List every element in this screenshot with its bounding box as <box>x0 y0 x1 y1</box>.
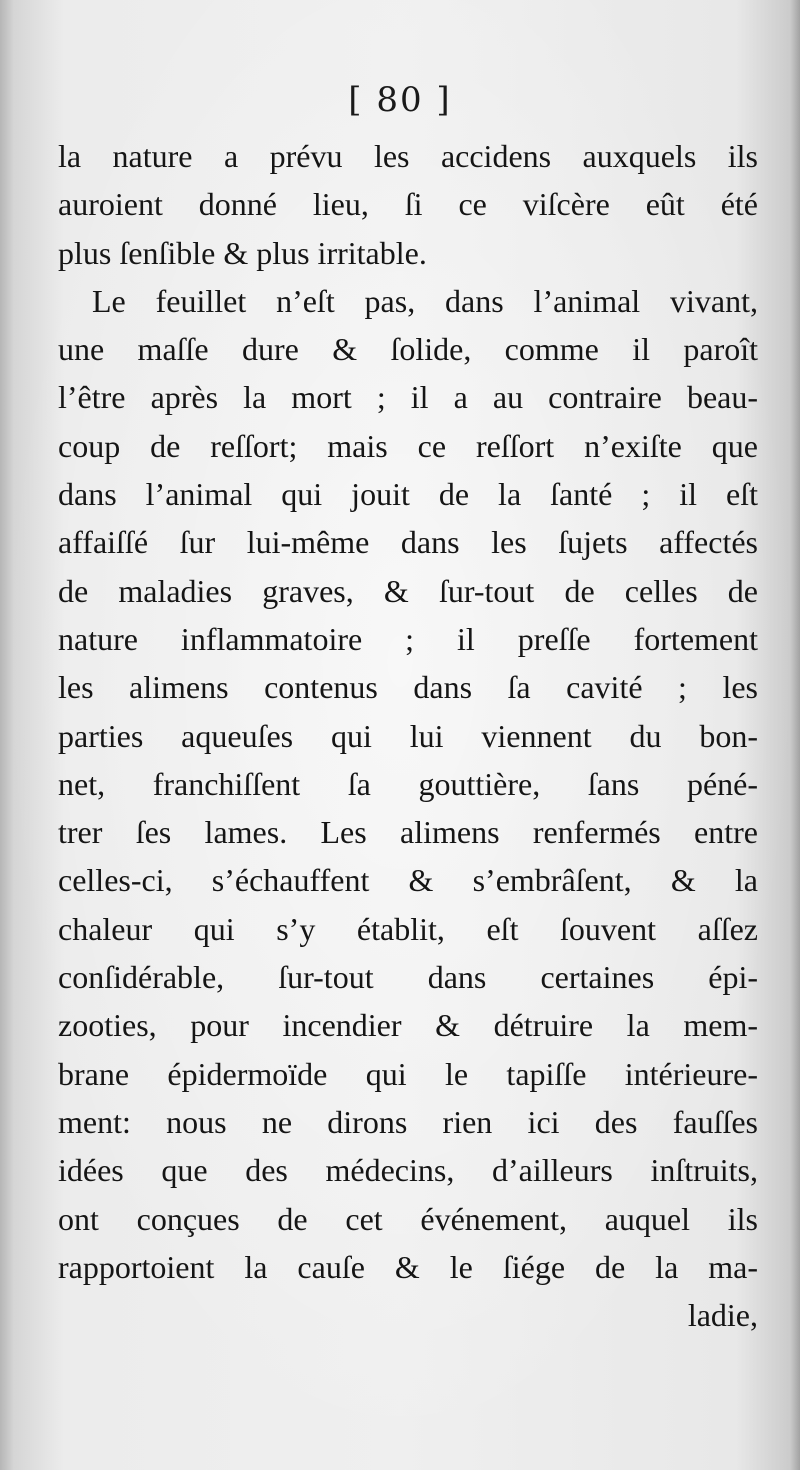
catchword: ladie, <box>687 1297 758 1334</box>
text-line: nature inflammatoire ; il preſſe fortement <box>58 620 758 657</box>
text-line: de maladies graves, & ſur-tout de celles de <box>58 572 758 609</box>
text-line: trer ſes lames. Les alimens renfermés entre <box>58 814 758 851</box>
text-line: une maſſe dure & ſolide, comme il paroît <box>58 331 758 368</box>
text-line: la nature a prévu les accidens auxquels ils <box>58 138 758 174</box>
text-line: parties aqueuſes qui lui viennent du bon- <box>58 717 758 754</box>
page-edge-shadow <box>790 0 800 1470</box>
text-line: idées que des médecins, d’ailleurs inſtruits, <box>58 1152 758 1189</box>
page-gutter-shadow <box>0 0 14 1470</box>
text-line: dans l’animal qui jouit de la ſanté ; il eſt <box>58 476 758 513</box>
text-line: zooties, pour incendier & détruire la mem- <box>58 1007 758 1044</box>
body-text <box>58 132 758 1339</box>
text-line: net, franchiſſent ſa gouttière, ſans péné- <box>58 765 758 802</box>
text-line: rapportoient la cauſe & le ſiége de la ma- <box>58 1248 758 1285</box>
text-line: affaiſſé ſur lui-même dans les ſujets affectés <box>58 524 758 561</box>
text-line: brane épidermoïde qui le tapiſſe intérieure- <box>58 1055 758 1092</box>
text-line: plus ſenſible & plus irritable. <box>58 234 427 271</box>
page-number: [ 80 ] <box>348 80 452 120</box>
text-line: coup de reſſort; mais ce reſſort n’exiſte que <box>58 427 758 464</box>
text-line: chaleur qui s’y établit, eſt ſouvent aſſez <box>58 910 758 947</box>
text-line: l’être après la mort ; il a au contraire beau- <box>58 379 758 416</box>
text-line: les alimens contenus dans ſa cavité ; les <box>58 669 758 706</box>
text-line: conſidérable, ſur-tout dans certaines épi- <box>58 959 758 996</box>
text-line: ment: nous ne dirons rien ici des fauſſes <box>58 1103 758 1140</box>
text-line: auroient donné lieu, ſi ce viſcère eût été <box>58 186 758 223</box>
text-line: ont conçues de cet événement, auquel ils <box>58 1200 758 1237</box>
text-line: celles-ci, s’échauffent & s’embrâſent, & la <box>58 862 758 899</box>
text-line: Le feuillet n’eſt pas, dans l’animal vivant, <box>92 282 758 319</box>
